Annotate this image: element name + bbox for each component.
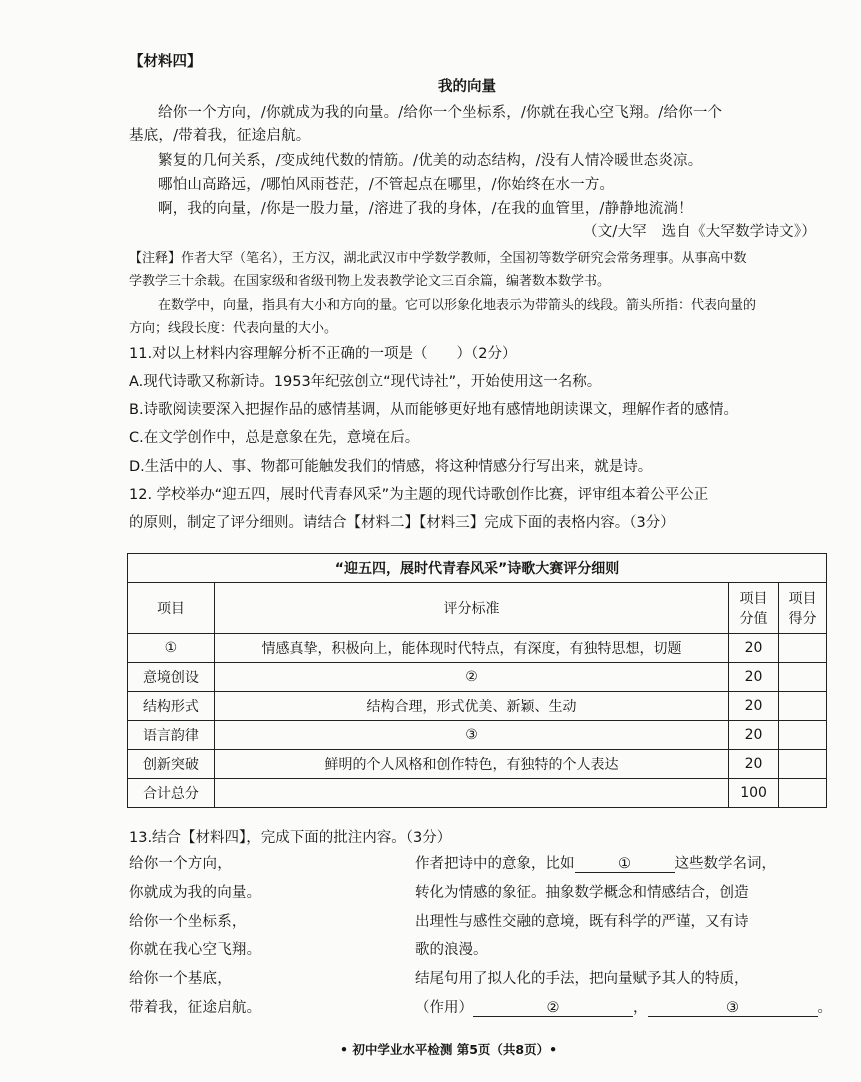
note-line-1: 【注释】作者大罕（笔名），王方汉，湖北武汉市中学数学教师，全国初等数学研究会常务理事。从事高中数 (129, 251, 747, 266)
q11-option-c: C.在文学创作中，总是意象在先，意境在后。 (129, 430, 420, 446)
q13-blank-3[interactable]: ③ (648, 1000, 818, 1017)
q12-stem-line-2: 的原则，制定了评分细则。请结合【材料二】【材料三】完成下面的表格内容。（3分） (129, 515, 675, 531)
q11-option-d: D.生活中的人、事、物都可能触发我们的情感，将这种情感分行写出来，就是诗。 (129, 459, 653, 475)
q13-left-line-1: 给你一个方向， (129, 856, 232, 872)
row-item: 语言韵律 (128, 721, 215, 750)
q13-left-line-3: 给你一个坐标系， (129, 914, 247, 930)
row-value: 100 (729, 779, 779, 808)
q13-effect-label: （作用） (415, 1000, 473, 1016)
q11-stem: 11.对以上材料内容理解分析不正确的一项是（ ）（2分） (129, 346, 517, 362)
q13-left-line-6: 带着我，征途启航。 (129, 1000, 262, 1016)
header-value (729, 583, 779, 634)
header-score-line-1: 项目 (788, 591, 817, 607)
q11-option-b: B.诗歌阅读要深入把握作品的感情基调，从而能够更好地有感情地朗读课文，理解作者的感情。 (129, 402, 739, 418)
note-line-3: 在数学中，向量，指具有大小和方向的量。它可以形象化地表示为带箭头的线段。箭头所指：代表向量的 (158, 298, 757, 313)
score-table-title: “迎五四，展时代青春风采”诗歌大赛评分细则 (128, 554, 827, 583)
header-criteria: 评分标准 (214, 583, 728, 634)
row-item: ① (128, 634, 215, 663)
poem-line-1: 给你一个方向，/你就成为我的向量。/给你一个坐标系，/你就在我心空飞翔。/给你一个 (158, 105, 723, 121)
material4-heading: 【材料四】 (129, 54, 202, 70)
row-value: 20 (729, 721, 779, 750)
row-score (779, 721, 827, 750)
q13-right-line-1-pre: 作者把诗中的意象，比如 (415, 856, 575, 872)
row-criteria: ③ (214, 721, 728, 750)
row-value: 20 (729, 750, 779, 779)
row-score (779, 692, 827, 721)
q13-right-line-1-post: 这些数学名词， (674, 856, 776, 872)
poem-line-3: 繁复的几何关系，/变成纯代数的情筋。/优美的动态结构，/没有人情冷暖世态炎凉。 (158, 153, 703, 169)
row-criteria: 情感真挚，积极向上，能体现时代特点，有深度，有独特思想，切题 (214, 634, 728, 663)
header-value-line-1: 项目 (739, 591, 768, 607)
table-row (128, 663, 827, 692)
table-row (128, 750, 827, 779)
row-score (779, 634, 827, 663)
row-item: 合计总分 (128, 779, 215, 808)
poem-line-4: 哪怕山高路远，/哪怕风雨苍茫，/不管起点在哪里，/你始终在水一方。 (158, 177, 615, 193)
q11-option-a: A.现代诗歌又称新诗。1953年纪弦创立“现代诗社”，开始使用这一名称。 (129, 374, 602, 390)
row-criteria (214, 779, 728, 808)
poem-line-5: 啊，我的向量，/你是一股力量，/溶进了我的身体，/在我的血管里，/静静地流淌！ (158, 201, 693, 217)
header-score-line-2: 得分 (788, 611, 817, 627)
row-value: 20 (729, 634, 779, 663)
row-score (779, 750, 827, 779)
row-score (779, 663, 827, 692)
row-item: 意境创设 (128, 663, 215, 692)
q13-period: 。 (817, 1000, 832, 1016)
row-score (779, 779, 827, 808)
poem-title: 我的向量 (438, 79, 496, 95)
table-row (128, 779, 827, 808)
score-table (127, 553, 827, 808)
q13-right-line-3: 出理性与感性交融的意境，既有科学的严谨，又有诗 (415, 914, 749, 930)
q12-stem-line-1: 12. 学校举办“迎五四，展时代青春风采”为主题的现代诗歌创作比赛，评审组本着公平公正 (129, 487, 709, 503)
table-row (128, 634, 827, 663)
note-line-4: 方向；线段长度：代表向量的大小。 (129, 321, 338, 336)
q13-comma: ， (633, 1000, 648, 1016)
q13-stem: 13.结合【材料四】，完成下面的批注内容。（3分） (129, 830, 452, 846)
q13-left-line-5: 给你一个基底， (129, 971, 232, 987)
q13-right-line-5: 结尾句用了拟人化的手法，把向量赋予其人的特质， (415, 971, 749, 987)
q13-blank-2[interactable]: ② (473, 1000, 633, 1017)
table-row (128, 721, 827, 750)
q13-left-line-4: 你就在我心空飞翔。 (129, 942, 262, 958)
row-value: 20 (729, 663, 779, 692)
row-value: 20 (729, 692, 779, 721)
table-row (128, 692, 827, 721)
header-value-line-2: 分值 (739, 611, 768, 627)
q13-right-line-2: 转化为情感的象征。抽象数学概念和情感结合，创造 (415, 885, 749, 901)
row-criteria: 结构合理，形式优美、新颖、生动 (214, 692, 728, 721)
poem-source: （文/大罕 选自《大罕数学诗文》） (583, 224, 817, 240)
q13-right-line-4: 歌的浪漫。 (415, 942, 488, 958)
row-item: 结构形式 (128, 692, 215, 721)
header-score (779, 583, 827, 634)
header-item: 项目 (128, 583, 215, 634)
q13-right-line-1 (415, 852, 776, 873)
q13-blank-1[interactable]: ① (575, 856, 675, 873)
row-item: 创新突破 (128, 750, 215, 779)
q13-right-line-6 (415, 996, 832, 1017)
q13-left-line-2: 你就成为我的向量。 (129, 885, 262, 901)
row-criteria: 鲜明的个人风格和创作特色，有独特的个人表达 (214, 750, 728, 779)
row-criteria: ② (214, 663, 728, 692)
page-footer: • 初中学业水平检测 第5页（共8页）• (340, 1042, 558, 1057)
note-line-2: 学教学三十余载。在国家级和省级刊物上发表教学论文三百余篇，编著数本数学书。 (129, 274, 611, 289)
poem-line-2: 基底，/带着我，征途启航。 (129, 128, 311, 144)
